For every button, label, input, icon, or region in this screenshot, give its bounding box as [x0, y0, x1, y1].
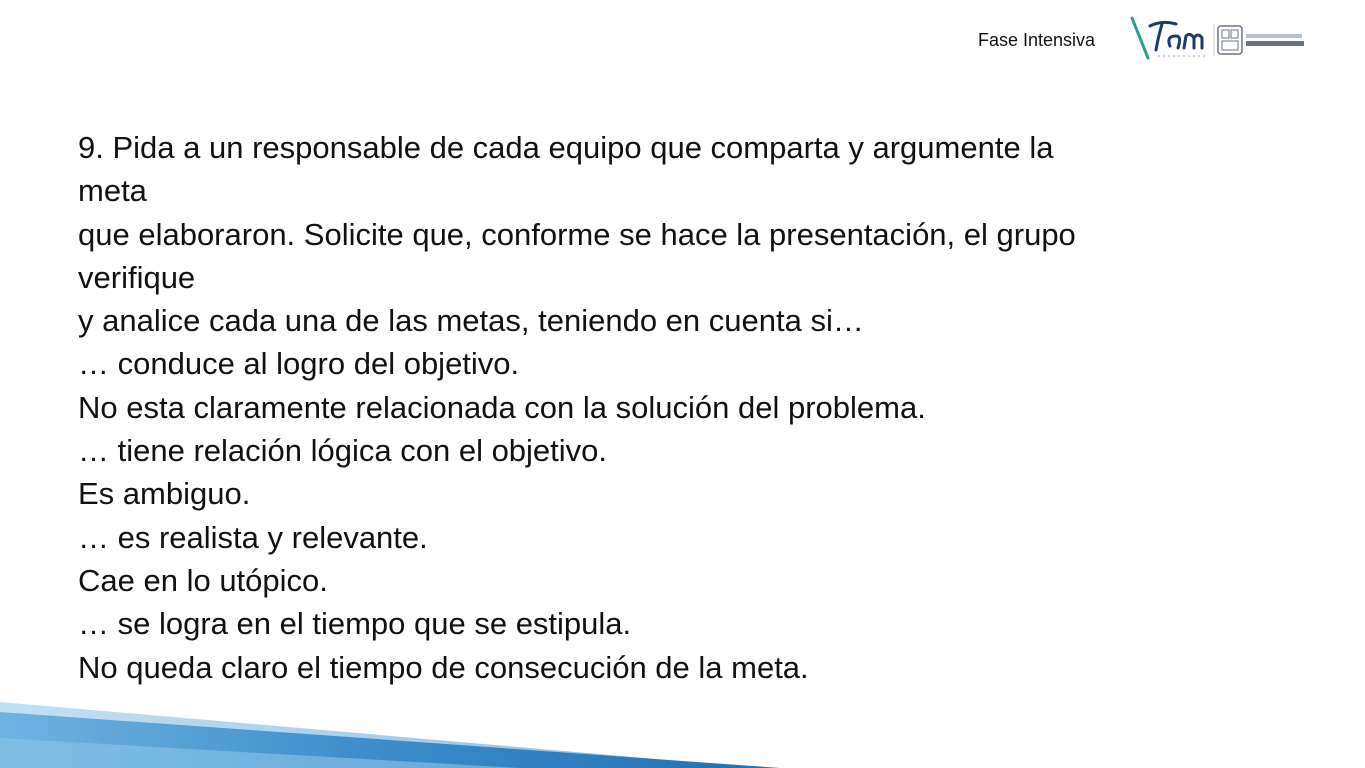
body-line: verifique — [78, 259, 196, 295]
slide-body-text — [78, 126, 1308, 689]
footer-band-svg — [0, 690, 1365, 768]
body-line: … tiene relación lógica con el objetivo. — [78, 433, 608, 469]
body-line: Cae en lo utópico. — [78, 562, 328, 598]
body-line: Es ambiguo. — [78, 476, 251, 512]
body-line: … es realista y relevante. — [78, 519, 428, 555]
body-line: … conduce al logro del objetivo. — [78, 346, 520, 382]
body-line: No esta claramente relacionada con la solución del problema. — [78, 389, 926, 425]
header-logos — [1128, 14, 1313, 66]
body-line: y analice cada una de las metas, teniendo en cuenta si… — [78, 303, 864, 339]
secretaria-educacion-logo — [1218, 26, 1304, 54]
tamaulipas-logo — [1132, 18, 1208, 58]
body-line: … se logra en el tiempo que se estipula. — [78, 606, 632, 642]
body-line: meta — [78, 173, 147, 209]
logos-svg — [1128, 14, 1313, 66]
body-line: 9. Pida a un responsable de cada equipo que comparta y argumente la — [78, 130, 1054, 165]
body-line: No queda claro el tiempo de consecución de la meta. — [78, 649, 809, 685]
header-label: Fase Intensiva — [978, 30, 1096, 50]
body-line: que elaboraron. Solicite que, conforme se hace la presentación, el grupo — [78, 216, 1076, 252]
footer-decorative-band — [0, 690, 1365, 768]
